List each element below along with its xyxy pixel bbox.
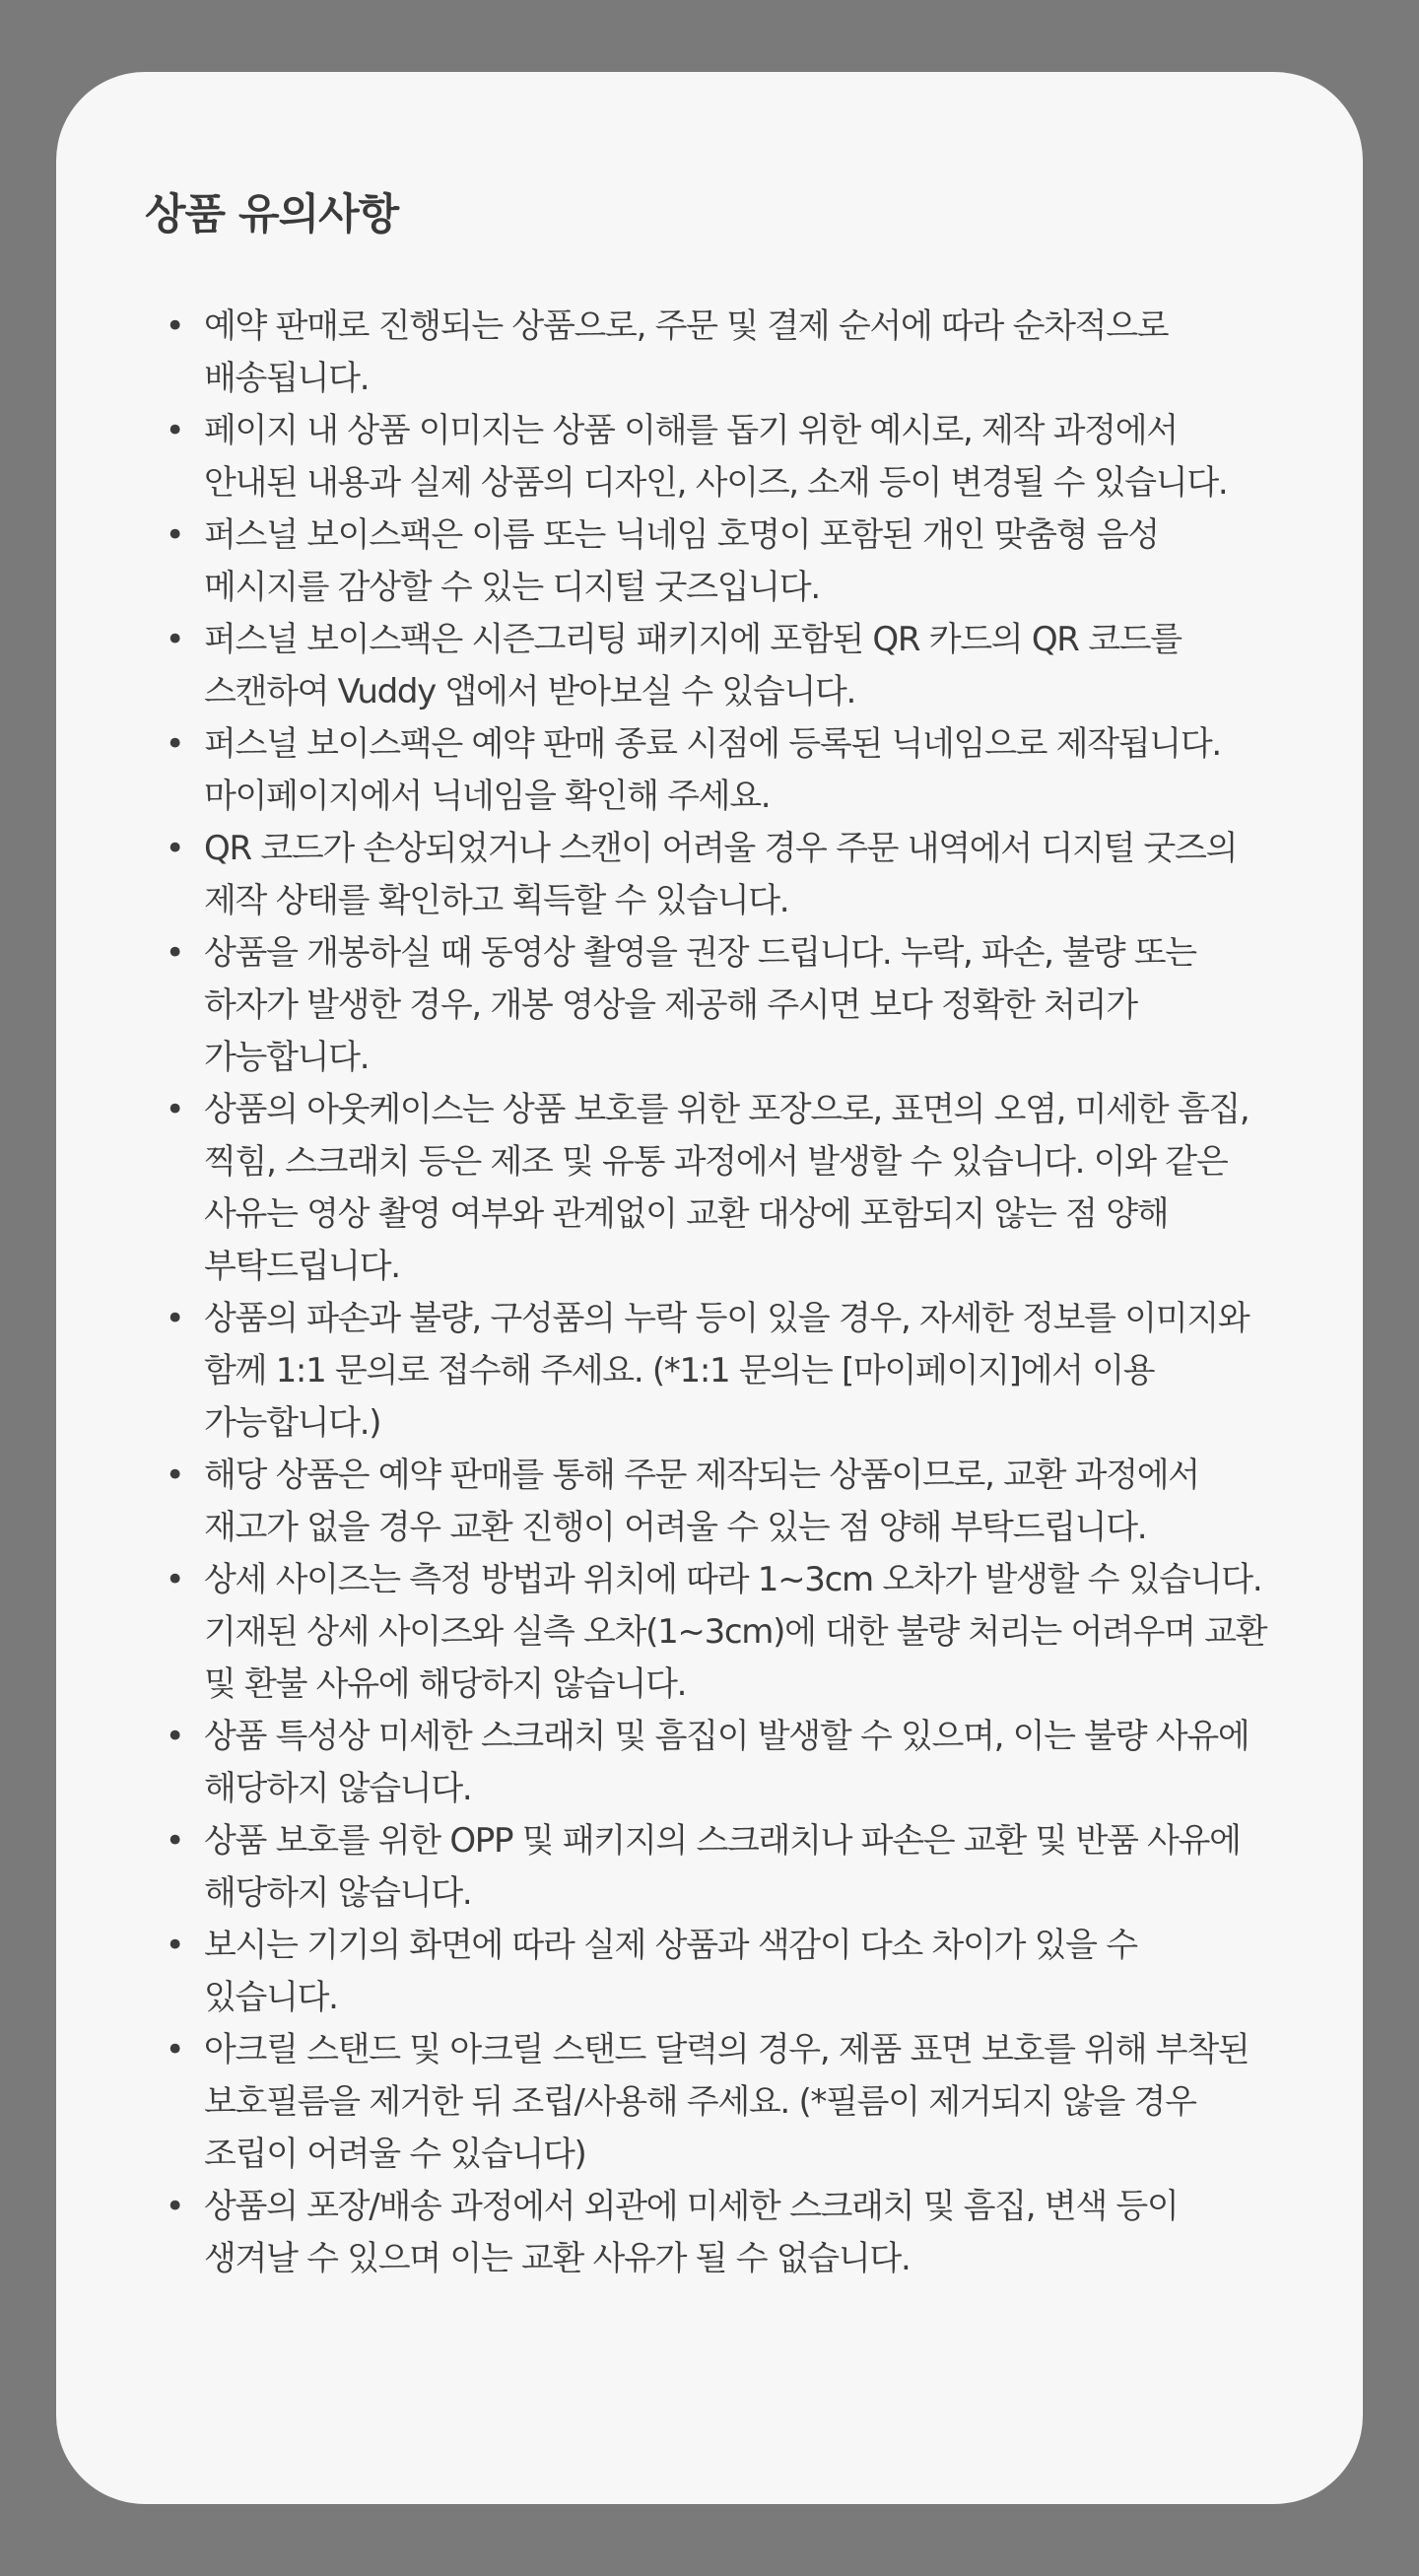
bullet-icon: • — [165, 619, 184, 659]
bullet-icon: • — [165, 1089, 184, 1129]
notice-item-text: 보시는 기기의 화면에 따라 실제 상품과 색감이 다소 차이가 있을 수 있습니다. — [204, 1925, 1137, 2017]
notice-item-text: 상품 특성상 미세한 스크래치 및 흠집이 발생할 수 있으며, 이는 불량 사유에 해당하지 않습니다. — [204, 1716, 1250, 1808]
notice-item — [145, 614, 1274, 718]
notice-item-text: 페이지 내 상품 이미지는 상품 이해를 돕기 위한 예시로, 제작 과정에서 안내된 내용과 실제 상품의 디자인, 사이즈, 소재 등이 변경될 수 있습니다. — [204, 410, 1228, 503]
bullet-icon: • — [165, 1820, 184, 1861]
notice-card — [56, 72, 1363, 2504]
bullet-icon: • — [165, 723, 184, 764]
notice-item — [145, 1450, 1274, 1554]
notice-item-text: 상품의 아웃케이스는 상품 보호를 위한 포장으로, 표면의 오염, 미세한 흠집, 찍힘, 스크래치 등은 제조 및 유통 과정에서 발생할 수 있습니다. 이와 같은 사유는 영상 촬영 여부와 관계없이 교환 대상에 포함되지 않는 점 양해 부탁드립니다. — [204, 1089, 1250, 1286]
notice-item — [145, 927, 1274, 1084]
bullet-icon: • — [165, 1716, 184, 1756]
notice-item-text: 퍼스널 보이스팩은 이름 또는 닉네임 호명이 포함된 개인 맞춤형 음성 메시지를 감상할 수 있는 디지털 굿즈입니다. — [204, 514, 1159, 607]
notice-item — [145, 1920, 1274, 2024]
bullet-icon: • — [165, 2029, 184, 2069]
notice-item — [145, 405, 1274, 509]
notice-item — [145, 1815, 1274, 1920]
bullet-icon: • — [165, 1559, 184, 1599]
notice-item-text: 상세 사이즈는 측정 방법과 위치에 따라 1~3cm 오차가 발생할 수 있습니다. 기재된 상세 사이즈와 실측 오차(1~3cm)에 대한 불량 처리는 어려우며 교환 및 환불 사유에 해당하지 않습니다. — [204, 1559, 1267, 1704]
notice-item — [145, 301, 1274, 405]
bullet-icon: • — [165, 1925, 184, 1965]
notice-item — [145, 823, 1274, 927]
notice-list — [145, 301, 1274, 2285]
notice-item — [145, 1084, 1274, 1293]
notice-item-text: 퍼스널 보이스팩은 예약 판매 종료 시점에 등록된 닉네임으로 제작됩니다. 마이페이지에서 닉네임을 확인해 주세요. — [204, 723, 1221, 816]
notice-item-text: 상품의 포장/배송 과정에서 외관에 미세한 스크래치 및 흠집, 변색 등이 생겨날 수 있으며 이는 교환 사유가 될 수 없습니다. — [204, 2186, 1179, 2278]
notice-item-text: 퍼스널 보이스팩은 시즌그리팅 패키지에 포함된 QR 카드의 QR 코드를 스캔하여 Vuddy 앱에서 받아보실 수 있습니다. — [204, 619, 1182, 712]
notice-item-text: 예약 판매로 진행되는 상품으로, 주문 및 결제 순서에 따라 순차적으로 배송됩니다. — [204, 305, 1169, 398]
notice-item-text: 아크릴 스탠드 및 아크릴 스탠드 달력의 경우, 제품 표면 보호를 위해 부착된 보호필름을 제거한 뒤 조립/사용해 주세요. (*필름이 제거되지 않을 경우 조립이 어려울 수 있습니다) — [204, 2029, 1250, 2174]
notice-item-text: 상품 보호를 위한 OPP 및 패키지의 스크래치나 파손은 교환 및 반품 사유에 해당하지 않습니다. — [204, 1820, 1241, 1913]
notice-item-text: 해당 상품은 예약 판매를 통해 주문 제작되는 상품이므로, 교환 과정에서 재고가 없을 경우 교환 진행이 어려울 수 있는 점 양해 부탁드립니다. — [204, 1455, 1199, 1547]
notice-item — [145, 1711, 1274, 1815]
bullet-icon: • — [165, 514, 184, 555]
notice-item-text: 상품을 개봉하실 때 동영상 촬영을 권장 드립니다. 누락, 파손, 불량 또는 하자가 발생한 경우, 개봉 영상을 제공해 주시면 보다 정확한 처리가 가능합니다. — [204, 932, 1196, 1077]
bullet-icon: • — [165, 1298, 184, 1338]
bullet-icon: • — [165, 410, 184, 450]
bullet-icon: • — [165, 305, 184, 346]
notice-item — [145, 1293, 1274, 1450]
notice-item — [145, 509, 1274, 614]
notice-item-text: 상품의 파손과 불량, 구성품의 누락 등이 있을 경우, 자세한 정보를 이미지와 함께 1:1 문의로 접수해 주세요. (*1:1 문의는 [마이페이지]에서 이용 가능합니다.) — [204, 1298, 1250, 1443]
notice-title: 상품 유의사항 — [145, 190, 399, 239]
bullet-icon: • — [165, 1455, 184, 1495]
notice-item — [145, 2181, 1274, 2285]
notice-item — [145, 718, 1274, 823]
notice-item — [145, 2024, 1274, 2181]
notice-item — [145, 1554, 1274, 1711]
bullet-icon: • — [165, 932, 184, 973]
bullet-icon: • — [165, 2186, 184, 2226]
bullet-icon: • — [165, 828, 184, 868]
notice-item-text: QR 코드가 손상되었거나 스캔이 어려울 경우 주문 내역에서 디지털 굿즈의 제작 상태를 확인하고 획득할 수 있습니다. — [204, 828, 1238, 920]
